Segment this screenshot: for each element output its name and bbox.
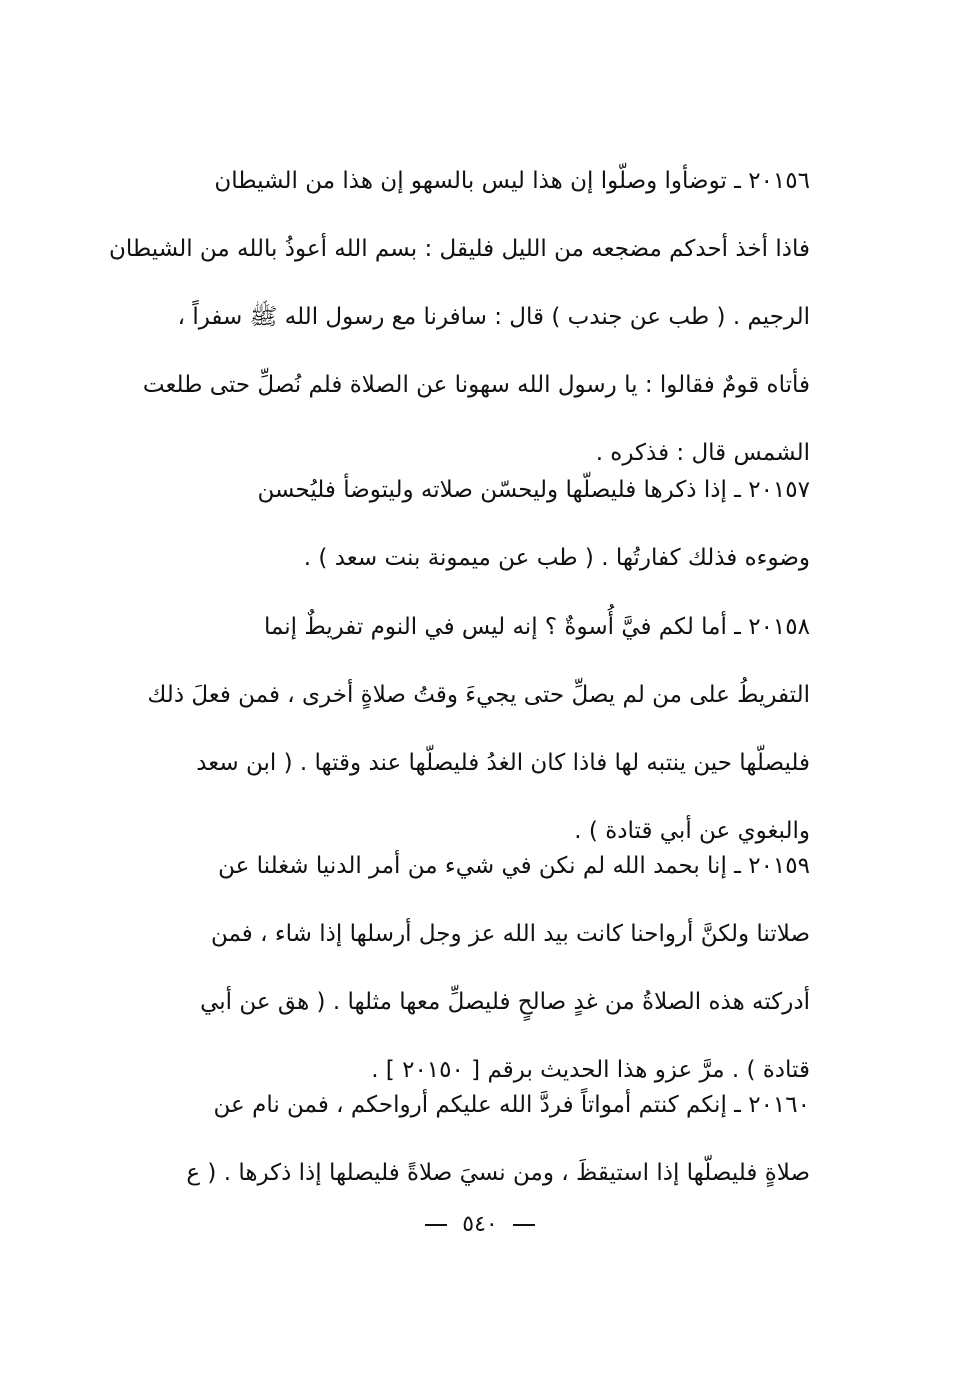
hadith-entry-20157: [120, 456, 810, 592]
text-line: الرجيم . ( طب عن جندب ) قال : سافرنا مع رسول الله ﷺ سفراً ،: [177, 304, 810, 330]
text-line: صلاتنا ولكنَّ أرواحنا كانت بيد الله عز وجل أرسلها إذا شاء ، فمن: [210, 921, 810, 947]
text-line: ٢٠١٦٠ ـ إنكم كنتم أمواتاً فردَّ الله عليكم أرواحكم ، فمن نام عن: [213, 1092, 810, 1118]
text-line: ٢٠١٥٦ ـ توضأوا وصلّوا إن هذا ليس بالسهو إن هذا من الشيطان: [214, 168, 810, 194]
text-line: ٢٠١٥٩ ـ إنا بحمد الله لم نكن في شيء من أمر الدنيا شغلنا عن: [218, 853, 810, 879]
hadith-entry-20160: [120, 1071, 810, 1207]
text-line: فليصلّها حين ينتبه لها فاذا كان الغدُ فليصلّها عند وقتها . ( ابن سعد: [196, 750, 810, 776]
hadith-entry-20158: [120, 593, 810, 865]
hadith-entry-20156: [108, 147, 810, 487]
text-line: ٢٠١٥٨ ـ أما لكم فيَّ أُسوةٌ ؟ إنه ليس في النوم تفريطٌ إنما: [263, 614, 810, 640]
text-line: قتادة ) . مرَّ عزو هذا الحديث برقم [ ٢٠١٥٠ ] .: [371, 1057, 810, 1083]
hadith-entry-20159: [120, 832, 810, 1104]
text-line: وضوءه فذلك كفارتُها . ( طب عن ميمونة بنت سعد ) .: [303, 545, 810, 571]
text-line: الشمس قال : فذكره .: [595, 440, 810, 466]
text-line: فاذا أخذ أحدكم مضجعه من الليل فليقل : بسم الله أعوذُ بالله من الشيطان: [108, 236, 810, 262]
text-line: والبغوي عن أبي قتادة ) .: [574, 818, 810, 844]
page-number-dash-left: [425, 1224, 447, 1226]
page-number-dash-right: [513, 1224, 535, 1226]
text-line: فأتاه قومٌ فقالوا : يا رسول الله سهونا عن الصلاة فلم نُصلِّ حتى طلعت: [142, 372, 810, 398]
page-number: [0, 1212, 960, 1237]
text-line: أدركته هذه الصلاةُ من غدٍ صالحٍ فليصلِّ معها مثلها . ( هق عن أبي: [200, 989, 810, 1015]
text-line: ٢٠١٥٧ ـ إذا ذكرها فليصلّها وليحسّن صلاته وليتوضأ فليُحسن: [257, 477, 810, 503]
text-line: صلاةٍ فليصلّها إذا استيقظَ ، ومن نسيَ صلاةً فليصلها إذا ذكرها . ( ع: [186, 1160, 810, 1186]
text-line: التفريطُ على من لم يصلِّ حتى يجيءَ وقتُ صلاةٍ أخرى ، فمن فعلَ ذلك: [147, 682, 810, 708]
page-number-value: ٥٤٠: [462, 1212, 498, 1237]
